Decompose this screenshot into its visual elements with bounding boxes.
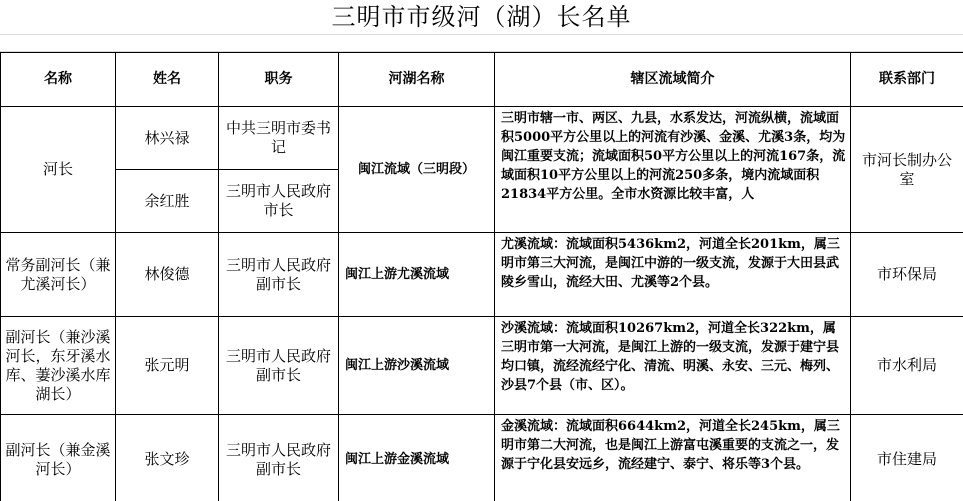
cell-post[interactable]: 三明市人民政府副市长 xyxy=(219,317,339,415)
header-post[interactable]: 职务 xyxy=(219,53,339,107)
desc-text: 三明市辖一市、两区、九县，水系发达，河流纵横，流域面积5000平方公里以上的河流有沙溪、金溪、尤溪3条，均为闽江重要支流；流域面积50平方公里以上的河流167条，流域面积10平方公里以上的河流250多条，境内流域面积21834平方公里。全市水资源比较丰富，人 xyxy=(501,111,846,202)
table-header-row xyxy=(1,53,963,107)
table-row xyxy=(1,107,963,170)
table-row xyxy=(1,317,963,415)
cell-person[interactable]: 林俊德 xyxy=(116,233,219,317)
cell-dept[interactable]: 市水利局 xyxy=(851,317,963,415)
cell-post[interactable]: 中共三明市委书记 xyxy=(219,107,339,170)
row-divider xyxy=(0,34,963,35)
cell-desc[interactable]: 尤溪流域：流域面积5436km2，河道全长201km，属三明市第三大河流，是闽江中游的一级支流，发源于大田县武陵乡雪山，流经大田、尤溪等2个县。 xyxy=(495,233,851,317)
cell-post[interactable]: 三明市人民政府副市长 xyxy=(219,233,339,317)
cell-desc[interactable] xyxy=(495,107,851,233)
cell-person[interactable]: 张元明 xyxy=(116,317,219,415)
river-chief-table xyxy=(0,52,963,501)
cell-person[interactable]: 张文珍 xyxy=(116,415,219,501)
cell-river[interactable]: 闽江上游金溪流域 xyxy=(339,415,495,501)
cell-role[interactable]: 河长 xyxy=(1,107,116,233)
page-title: 三明市市级河（湖）长名单 xyxy=(331,3,632,31)
cell-person[interactable]: 林兴禄 xyxy=(116,107,219,170)
cell-desc[interactable]: 沙溪流域：流域面积10267km2，河道全长322km，属三明市第一大河流，是闽江上游的一级支流，发源于建宁县均口镇，流经流经宁化、清流、明溪、永安、三元、梅列、沙县7个县（市、区）。 xyxy=(495,317,851,415)
cell-dept[interactable]: 市环保局 xyxy=(851,233,963,317)
cell-desc[interactable]: 金溪流域：流域面积6644km2，河道全长245km，属三明市第二大河流，也是闽江上游富屯溪重要的支流之一，发源于宁化县安远乡，流经建宁、泰宁、将乐等3个县。 xyxy=(495,415,851,501)
cell-river[interactable]: 闽江流域（三明段） xyxy=(339,107,495,233)
cell-river[interactable]: 闽江上游沙溪流域 xyxy=(339,317,495,415)
cell-person[interactable]: 余红胜 xyxy=(116,170,219,233)
cell-post[interactable]: 三明市人民政府市长 xyxy=(219,170,339,233)
header-person[interactable]: 姓名 xyxy=(116,53,219,107)
header-river[interactable]: 河湖名称 xyxy=(339,53,495,107)
cell-river[interactable]: 闽江上游尤溪流域 xyxy=(339,233,495,317)
table-row xyxy=(1,415,963,501)
cell-role[interactable]: 常务副河长（兼尤溪河长） xyxy=(1,233,116,317)
header-desc[interactable]: 辖区流域简介 xyxy=(495,53,851,107)
cell-role[interactable]: 副河长（兼金溪河长） xyxy=(1,415,116,501)
cell-dept[interactable]: 市住建局 xyxy=(851,415,963,501)
cell-dept[interactable]: 市河长制办公室 xyxy=(851,107,963,233)
header-name[interactable]: 名称 xyxy=(1,53,116,107)
cell-post[interactable]: 三明市人民政府副市长 xyxy=(219,415,339,501)
table-row xyxy=(1,233,963,317)
header-dept[interactable]: 联系部门 xyxy=(851,53,963,107)
cell-role[interactable]: 副河长（兼沙溪河长，东牙溪水库、萋沙溪水库湖长） xyxy=(1,317,116,415)
